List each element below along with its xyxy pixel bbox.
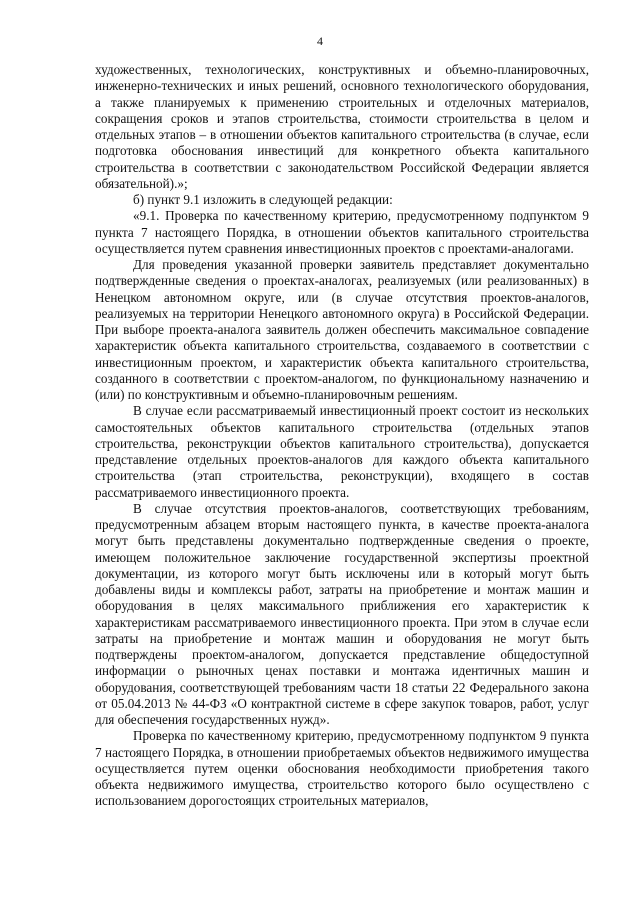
paragraph-multiple-objects: В случае если рассматриваемый инвестиционный проект состоит из нескольких самостоятельных объектов капитального строительства (отдельных этапов строительства, реконструкции объектов капитального строительства), допускается представление отдельных проектов-аналогов для каждого объекта капитального строительства (этап строительства, реконструкции), входящего в состав рассматриваемого инвестиционного проекта. — [95, 403, 589, 500]
paragraph-real-estate-check: Проверка по качественному критерию, предусмотренному подпунктом 9 пункта 7 настоящего Порядка, в отношении приобретаемых объектов недвижимого имущества осуществляется путем оценки обоснования необходимости приобретения такого объекта недвижимого имущества, строительство которого было осуществлено с использованием дорогостоящих строительных материалов, — [95, 728, 589, 809]
page-number: 4 — [317, 34, 323, 48]
document-body — [95, 62, 589, 810]
paragraph-9-1: «9.1. Проверка по качественному критерию, предусмотренному подпунктом 9 пункта 7 настоящего Порядка, в отношении объектов капитального строительства осуществляется путем сравнения инвестиционных проектов с проектами-аналогами. — [95, 208, 589, 256]
paragraph-item-b: б) пункт 9.1 изложить в следующей редакции: — [133, 192, 393, 207]
paragraph-continuation: художественных, технологических, конструктивных и объемно-планировочных, инженерно-технических и иных решений, основного технологического оборудования, а также планируемых к применению строительных и отделочных материалов, сокращения сроков и этапов строительства, стоимости строительства в целом и отдельных этапов – в отношении объектов капитального строительства (в случае, если подготовка обоснования инвестиций для конкретного объекта капитального строительства в соответствии с законодательством Российской Федерации является обязательной).»; — [95, 62, 589, 191]
paragraph-no-analogs: В случае отсутствия проектов-аналогов, соответствующих требованиям, предусмотренным абзацем вторым настоящего пункта, в качестве проекта-аналога могут быть представлены документально подтвержденные сведения о проекте, имеющем положительное заключение государственной экспертизы проектной документации, из которого могут быть исключены или в который могут быть добавлены виды и комплексы работ, затраты на приобретение и монтаж машин и оборудования в целях максимального приближения его характеристик к характеристикам рассматриваемого инвестиционного проекта. При этом в случае если затраты на приобретение и монтаж машин и оборудования не могут быть подтверждены проектом-аналогом, допускается представление общедоступной информации о рыночных ценах поставки и монтажа идентичных машин и оборудования, соответствующей требованиям части 18 статьи 22 Федерального закона от 05.04.2013 № 44-ФЗ «О контрактной системе в сфере закупок товаров, работ, услуг для обеспечения государственных нужд». — [95, 500, 589, 727]
paragraph-analog-verification: Для проведения указанной проверки заявитель представляет документально подтвержденные сведения о проектах-аналогах, реализуемых (или реализованных) в Ненецком автономном округе, или (в случае отсутствия проектов-аналогов, реализуемых на территории Ненецкого автономного округа) в Российской Федерации. При выборе проекта-аналога заявитель должен обеспечить максимальное совпадение характеристик объекта капитального строительства, создаваемого в соответствии с инвестиционным проектом, и характеристик объекта капитального строительства, созданного в соответствии с проектом-аналогом, по функциональному назначению и (или) по конструктивным и объемно-планировочным решениям. — [95, 257, 589, 402]
